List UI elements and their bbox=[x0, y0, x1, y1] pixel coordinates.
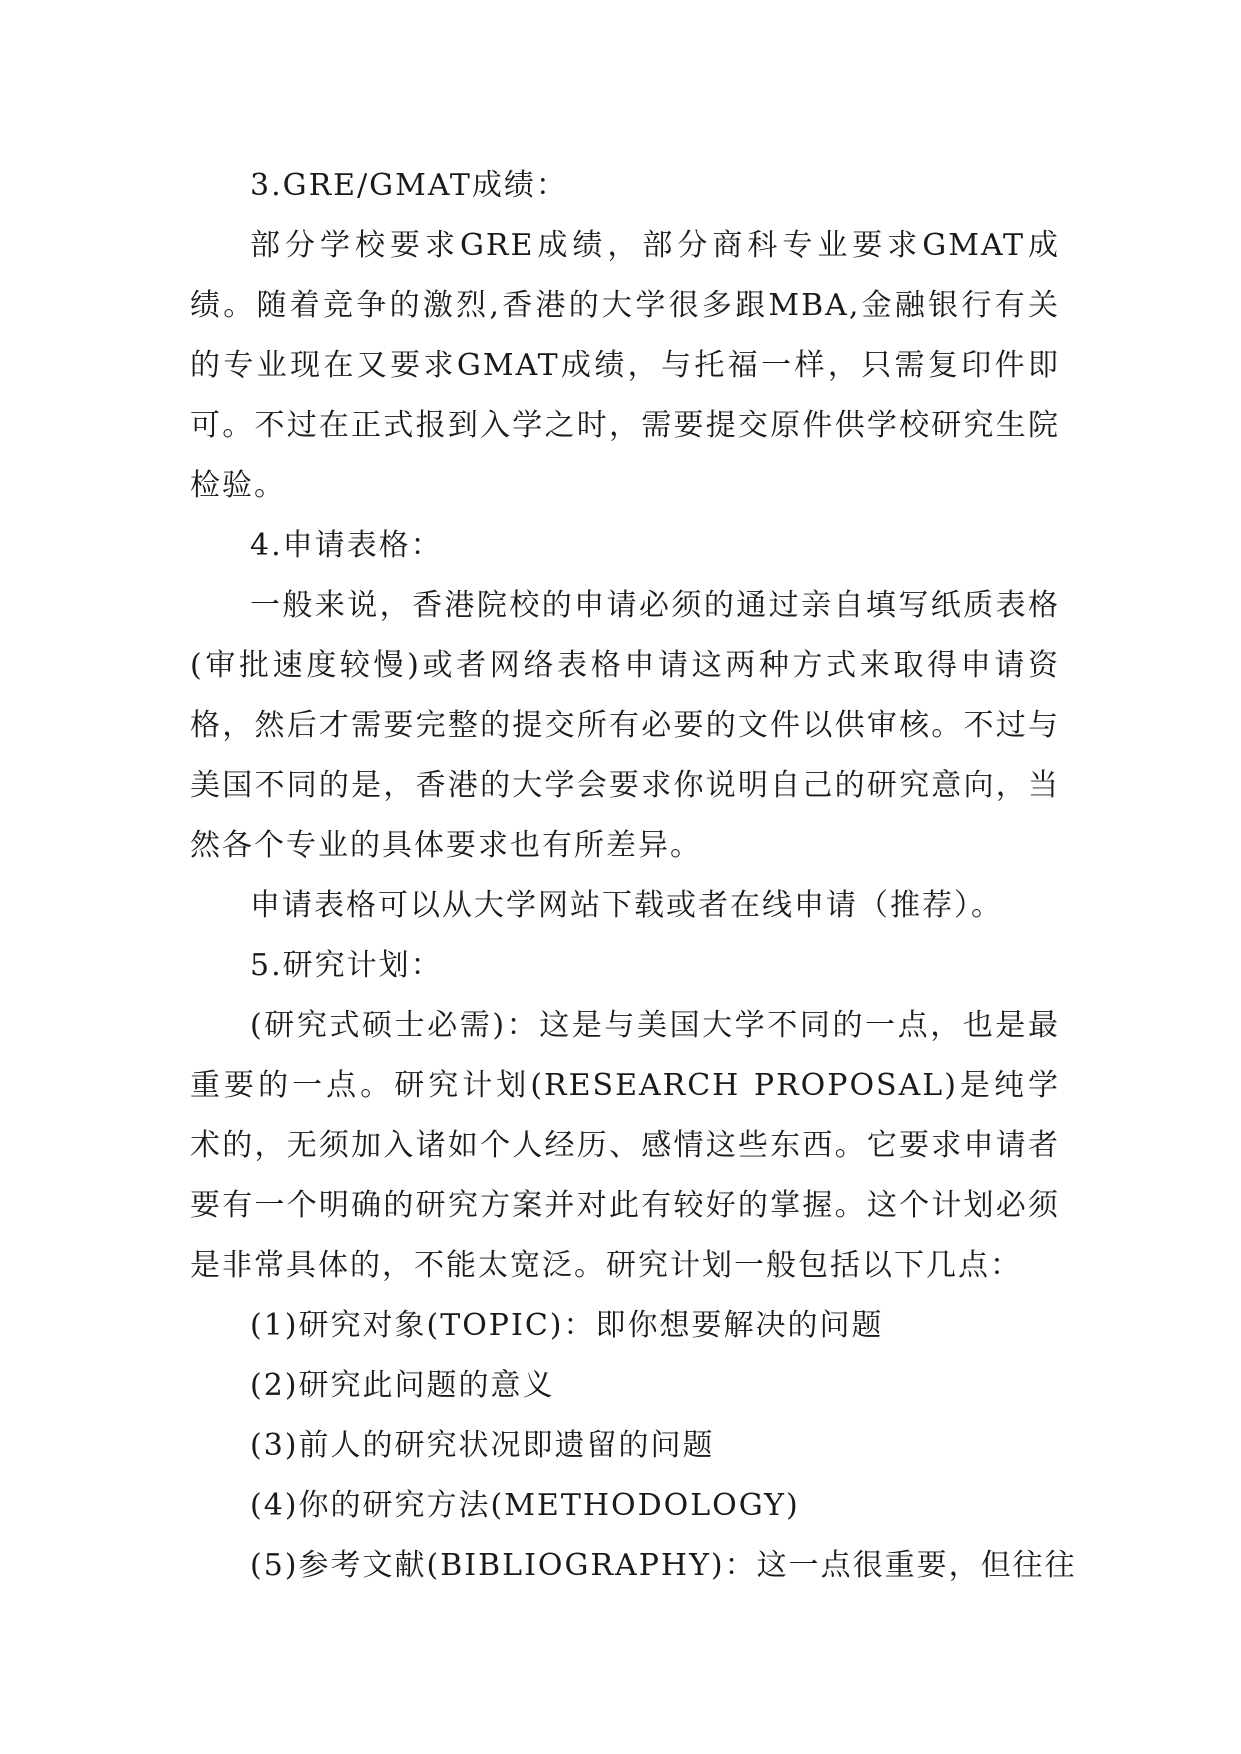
application-form-paragraph: 一般来说，香港院校的申请必须的通过亲自填写纸质表格(审批速度较慢)或者网络表格申请这两种方式来取得申请资格，然后才需要完整的提交所有必要的文件以供审核。不过与美国不同的是，香港的大学会要求你说明自己的研究意向，当然各个专业的具体要求也有所差异。 bbox=[190, 588, 1060, 863]
research-plan-item-2: (2)研究此问题的意义 bbox=[250, 1368, 555, 1403]
research-plan-item-3: (3)前人的研究状况即遗留的问题 bbox=[250, 1428, 715, 1463]
application-form-note: 申请表格可以从大学网站下载或者在线申请（推荐）。 bbox=[250, 888, 1003, 923]
gre-gmat-paragraph: 部分学校要求GRE成绩，部分商科专业要求GMAT成绩。随着竞争的激烈,香港的大学很多跟MBA,金融银行有关的专业现在又要求GMAT成绩，与托福一样，只需复印件即可。不过在正式报到入学之时，需要提交原件供学校研究生院检验。 bbox=[190, 228, 1060, 503]
section-heading-application-form: 4.申请表格： bbox=[250, 528, 443, 563]
research-plan-item-5: (5)参考文献(BIBLIOGRAPHY)：这一点很重要，但往往 bbox=[250, 1548, 1077, 1583]
research-plan-item-4: (4)你的研究方法(METHODOLOGY) bbox=[250, 1488, 800, 1523]
research-plan-paragraph: (研究式硕士必需)：这是与美国大学不同的一点，也是最重要的一点。研究计划(RESEARCH PROPOSAL)是纯学术的，无须加入诸如个人经历、感情这些东西。它要求申请者要有一个明确的研究方案并对此有较好的掌握。这个计划必须是非常具体的，不能太宽泛。研究计划一般包括以下几点： bbox=[190, 1008, 1060, 1283]
research-plan-item-1: (1)研究对象(TOPIC)：即你想要解决的问题 bbox=[250, 1308, 884, 1343]
section-heading-research-plan: 5.研究计划： bbox=[250, 948, 443, 983]
section-heading-gre-gmat: 3.GRE/GMAT成绩： bbox=[250, 168, 568, 203]
document-page bbox=[190, 156, 1077, 1596]
